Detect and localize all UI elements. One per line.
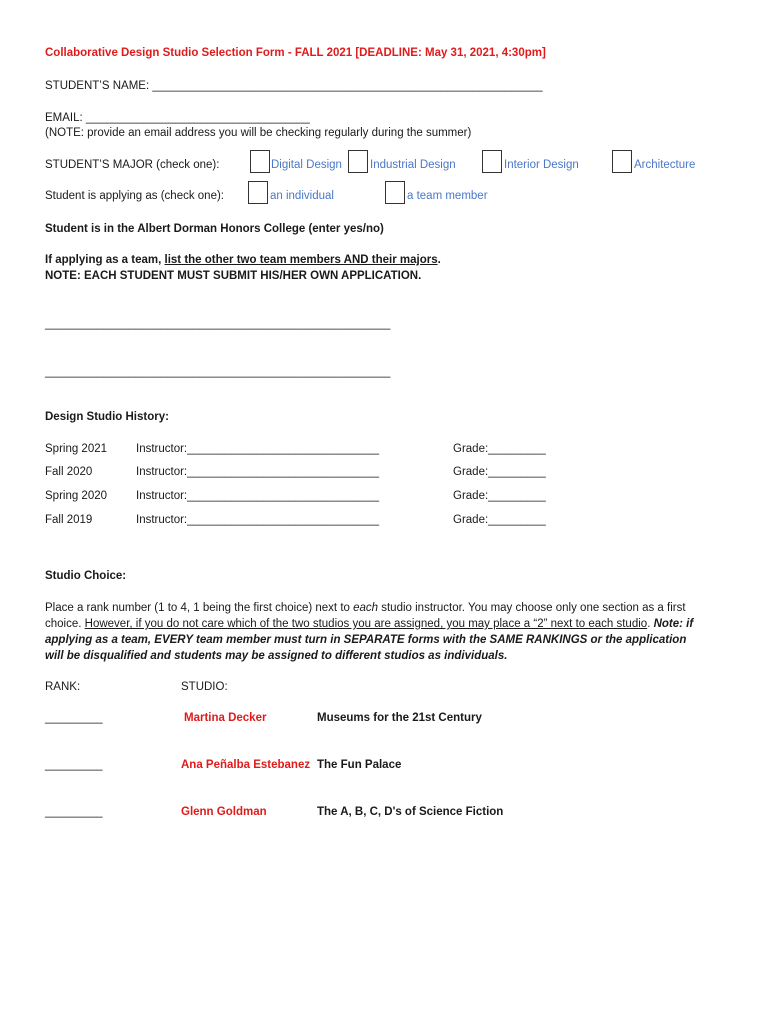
team-member-line-1[interactable]: ______________________________________________________ — [45, 318, 391, 330]
studio-instructor-1: Ana Peñalba Estebanez — [181, 759, 311, 771]
history-instructor-0[interactable]: Instructor:______________________________ — [136, 443, 379, 455]
studio-title-1: The Fun Palace — [317, 759, 402, 771]
studio-title-2: The A, B, C, D's of Science Fiction — [317, 806, 504, 818]
instructions-team-note: Note: if applying as a team, EVERY team member must turn in SEPARATE forms with the SAME RANKINGS or the application will be disqualified and students may be assigned to different studios as individuals. — [45, 618, 694, 662]
history-instructor-2[interactable]: Instructor:______________________________ — [136, 490, 379, 502]
instructions-part-3: . — [647, 618, 654, 630]
history-term-2: Spring 2020 — [45, 490, 108, 502]
major-industrial-checkbox[interactable] — [348, 150, 368, 173]
history-grade-2[interactable]: Grade:_________ — [453, 490, 546, 502]
instructions-italic: each — [353, 602, 379, 614]
applying-team-label: a team member — [407, 190, 488, 202]
email-field[interactable]: EMAIL: ___________________________________ — [45, 112, 310, 124]
major-architecture-label: Architecture — [634, 159, 696, 171]
studio-instructor-2: Glenn Goldman — [181, 806, 267, 818]
team-member-line-2[interactable]: ______________________________________________________ — [45, 366, 391, 378]
team-suffix: . — [437, 254, 441, 266]
history-grade-3[interactable]: Grade:_________ — [453, 514, 546, 526]
major-digital-label: Digital Design — [271, 159, 342, 171]
major-interior-label: Interior Design — [504, 159, 579, 171]
instructions-part-1: Place a rank number (1 to 4, 1 being the first choice) next to — [45, 602, 354, 614]
team-underlined: list the other two team members AND their majors — [164, 254, 438, 266]
history-instructor-3[interactable]: Instructor:______________________________ — [136, 514, 379, 526]
major-industrial-label: Industrial Design — [370, 159, 456, 171]
applying-label: Student is applying as (check one): — [45, 190, 224, 202]
major-digital-checkbox[interactable] — [250, 150, 270, 173]
applying-individual-checkbox[interactable] — [248, 181, 268, 204]
student-name-field[interactable]: STUDENT’S NAME: _____________________________________________________________ — [45, 80, 543, 92]
major-architecture-checkbox[interactable] — [612, 150, 632, 173]
form-title: Collaborative Design Studio Selection Form - FALL 2021 [DEADLINE: May 31, 2021, 4:30pm] — [45, 47, 546, 59]
history-term-3: Fall 2019 — [45, 514, 93, 526]
honors-question: Student is in the Albert Dorman Honors College (enter yes/no) — [45, 223, 384, 235]
instructions-part-2: studio instructor. You may choose only one section as a first choice. — [45, 602, 686, 630]
studio-column-label: STUDIO: — [181, 681, 228, 693]
rank-blank-1[interactable]: _________ — [45, 759, 103, 771]
history-instructor-1[interactable]: Instructor:______________________________ — [136, 466, 379, 478]
applying-individual-label: an individual — [270, 190, 334, 202]
history-grade-1[interactable]: Grade:_________ — [453, 466, 546, 478]
major-label: STUDENT’S MAJOR (check one): — [45, 159, 220, 171]
history-grade-0[interactable]: Grade:_________ — [453, 443, 546, 455]
team-instructions — [45, 254, 441, 266]
email-note: (NOTE: provide an email address you will be checking regularly during the summer) — [45, 127, 472, 139]
team-note: NOTE: EACH STUDENT MUST SUBMIT HIS/HER OWN APPLICATION. — [45, 270, 422, 282]
team-prefix: If applying as a team, — [45, 254, 165, 266]
major-interior-checkbox[interactable] — [482, 150, 502, 173]
history-term-1: Fall 2020 — [45, 466, 93, 478]
history-heading: Design Studio History: — [45, 411, 169, 423]
studio-choice-heading: Studio Choice: — [45, 570, 127, 582]
studio-choice-instructions — [45, 600, 700, 664]
history-term-0: Spring 2021 — [45, 443, 108, 455]
rank-blank-0[interactable]: _________ — [45, 712, 103, 724]
instructions-underlined: However, if you do not care which of the two studios you are assigned, you may place a “2” next to each studio — [84, 618, 648, 630]
applying-team-checkbox[interactable] — [385, 181, 405, 204]
rank-column-label: RANK: — [45, 681, 81, 693]
rank-blank-2[interactable]: _________ — [45, 806, 103, 818]
studio-title-0: Museums for the 21st Century — [317, 712, 482, 724]
studio-instructor-0: Martina Decker — [184, 712, 267, 724]
